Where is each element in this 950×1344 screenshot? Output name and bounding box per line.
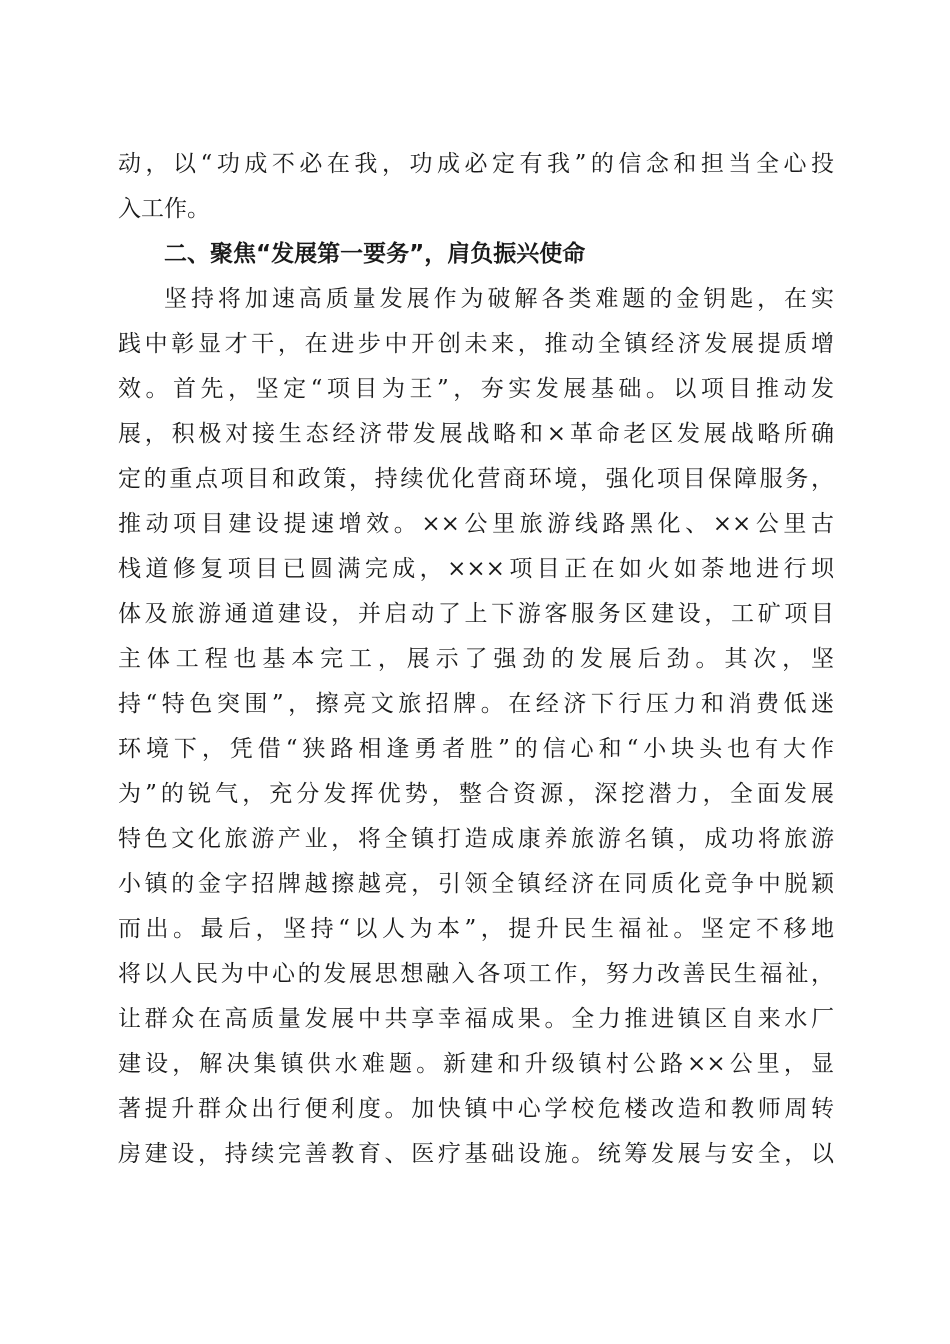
text-line: 建设，解决集镇供水难题。新建和升级镇村公路××公里，显: [118, 1051, 834, 1077]
text-line: 特色文化旅游产业，将全镇打造成康养旅游名镇，成功将旅游: [118, 826, 834, 852]
text-line: 为”的锐气，充分发挥优势，整合资源，深挖潜力，全面发展: [118, 781, 834, 807]
text-line: 著提升群众出行便利度。加快镇中心学校危楼改造和教师周转: [118, 1096, 834, 1122]
text-line: 定的重点项目和政策，持续优化营商环境，强化项目保障服务，: [118, 466, 834, 492]
text-line: 让群众在高质量发展中共享幸福成果。全力推进镇区自来水厂: [118, 1006, 834, 1032]
text-line: 推动项目建设提速增效。××公里旅游线路黑化、××公里古: [118, 511, 834, 537]
text-line: 主体工程也基本完工，展示了强劲的发展后劲。其次，坚: [118, 646, 834, 672]
text-line: 栈道修复项目已圆满完成，×××项目正在如火如荼地进行坝: [118, 556, 834, 582]
text-line: 动，以“功成不必在我，功成必定有我”的信念和担当全心投: [118, 151, 834, 177]
text-line: 展，积极对接生态经济带发展战略和×革命老区发展战略所确: [118, 421, 834, 447]
text-line: 小镇的金字招牌越擦越亮，引领全镇经济在同质化竞争中脱颖: [118, 871, 834, 897]
text-line: 房建设，持续完善教育、医疗基础设施。统筹发展与安全，以: [118, 1141, 834, 1167]
text-line: 环境下，凭借“狭路相逢勇者胜”的信心和“小块头也有大作: [118, 736, 834, 762]
text-line: 持“特色突围”，擦亮文旅招牌。在经济下行压力和消费低迷: [118, 691, 834, 717]
document-body: [118, 142, 834, 1177]
text-line: 效。首先，坚定“项目为王”，夯实发展基础。以项目推动发: [118, 376, 834, 402]
text-line: 体及旅游通道建设，并启动了上下游客服务区建设，工矿项目: [118, 601, 834, 627]
text-line: 入工作。: [118, 196, 210, 222]
text-line: 将以人民为中心的发展思想融入各项工作，努力改善民生福祉，: [118, 961, 834, 987]
text-line: 而出。最后，坚持“以人为本”，提升民生福祉。坚定不移地: [118, 916, 834, 942]
section-heading: 二、聚焦“发展第一要务”，肩负振兴使命: [164, 241, 586, 267]
text-line: 践中彰显才干，在进步中开创未来，推动全镇经济发展提质增: [118, 331, 834, 357]
text-line: 坚持将加速高质量发展作为破解各类难题的金钥匙，在实: [164, 286, 834, 312]
